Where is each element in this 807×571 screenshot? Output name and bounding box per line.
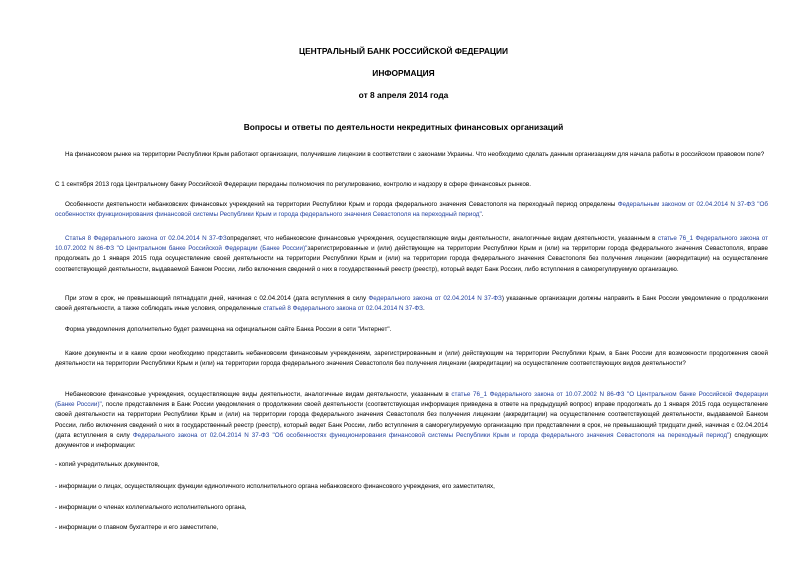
paragraph-6-mid: , после представления в Банк России уведомления о продолжении своей деятельности (соответствующая информация приведена в ответе на предыдущий вопрос) вправе продолжать до 1 января 2015 года осуществление своей деятельности на территории Республики Крым и (или) на территории города федерального значения Севастополя без получения лицензии (аккредитации) на осуществление соответствующей деятельности, выдаваемой Банком России, либо включения сведений о них в государственный реестр (реестр), который ведет Банк России, либо вступления в саморегулируемую организацию при представлении в срок, не превышающий тридцати дней, начиная с 02.04.2014 (дата вступления в силу (55, 401, 769, 439)
list-item: - информации о лицах, осуществляющих функции единоличного исполнительного органа небанковского финансового учреждения, его заместителях, (55, 483, 495, 490)
list-item: - информации о членах коллегиального исполнительного органа, (55, 504, 247, 511)
question-1 (55, 150, 768, 160)
paragraph-6-end: ) следующих документов и информации: (55, 431, 768, 450)
law-37-fz-link-2[interactable]: Федерального закона от 02.04.2014 N 37-ФЗ (368, 295, 502, 302)
doc-type: ИНФОРМАЦИЯ (372, 68, 435, 78)
article-8-link[interactable]: Статья 8 Федерального закона от 02.04.2014 N 37-ФЗ (65, 235, 227, 242)
question-1-text: На финансовом рынке на территории Республики Крым работают организации, получившие лицензии в соответствии с законами Украины. Что необходимо сделать данным организациям для начала работы в российском правовом поле? (65, 151, 765, 158)
paragraph-4-end: . (422, 305, 425, 313)
paragraph-2 (55, 200, 768, 220)
question-2 (55, 349, 768, 369)
doc-date: от 8 апреля 2014 года (358, 90, 449, 100)
law-37-fz-link-3[interactable]: Федерального закона от 02.04.2014 N 37-ФЗ "Об особенностях функционирования финансовой системы Республики Крым и города федерального значения Севастополя на переходный период" (132, 431, 730, 439)
paragraph-4-mid: ) указанные организации должны направить в Банк России уведомление о продолжении своей деятельности, а также соблюдать иные условия, определенные (55, 295, 768, 313)
article-8-link-2[interactable]: статьей 8 Федерального закона от 02.04.2014 N 37-ФЗ (263, 305, 423, 313)
paragraph-6-text: Небанковские финансовые учреждения, осуществляющие виды деятельности, аналогичные видам деятельности, указанным в (65, 391, 452, 398)
paragraph-4 (55, 294, 768, 314)
paragraph-3 (55, 234, 768, 275)
paragraph-1 (55, 180, 768, 190)
list-item: - информации о главном бухгалтере и его заместителе, (55, 524, 219, 531)
article-76-1-link[interactable]: статье 76_1 Федерального закона от 10.07.2002 N 86-ФЗ "О Центральном банке Российской Федерации (Банке России)" (55, 235, 769, 253)
paragraph-3-rest: зарегистрированные и (или) действующие на территории Республики Крым и (или) на территории города федерального значения Севастополя, вправе продолжать до 1 января 2015 года осуществление своей деятельности на территории Республики Крым и (или) на территории города федерального значения Севастополя без получения лицензии (аккредитации) на осуществление соответствующей деятельности, выдаваемой Банком России, либо включения сведений о них в государственный реестр (реестр), который ведет Банк России, либо вступления в саморегулируемую организацию. (55, 245, 768, 273)
list-item: - копий учредительных документов, (55, 461, 160, 468)
paragraph-2-end: . (481, 211, 484, 219)
paragraph-6 (55, 390, 768, 451)
article-76-1-link-2[interactable]: статье 76_1 Федерального закона от 10.07.2002 N 86-ФЗ "О Центральном банке Российской Федерации (Банке России)" (55, 391, 768, 409)
paragraph-5 (55, 325, 768, 335)
paragraph-2-text: Особенности деятельности небанковских финансовых учреждений на территории Республики Крым и города федерального значения Севастополя на переходный период определены (65, 201, 618, 208)
paragraph-4-text: При этом в срок, не превышающий пятнадцати дней, начиная с 02.04.2014 (дата вступления в силу (65, 295, 369, 302)
paragraph-5-text: Форма уведомления дополнительно будет размещена на официальном сайте Банка России в сети "Интернет". (65, 326, 392, 333)
paragraph-1-text: С 1 сентября 2013 года Центральному банку Российской Федерации переданы полномочия по регулированию, контролю и надзору в сфере финансовых рынков. (55, 181, 531, 188)
org-name: ЦЕНТРАЛЬНЫЙ БАНК РОССИЙСКОЙ ФЕДЕРАЦИИ (298, 46, 509, 56)
law-37-fz-link[interactable]: Федеральным законом от 02.04.2014 N 37-ФЗ "Об особенностях функционирования финансовой системы Республики Крым и города федерального значения Севастополя на переходный период" (55, 201, 768, 219)
paragraph-3-text: определяет, что небанковские финансовые учреждения, осуществляющие виды деятельности, аналогичные видам деятельности, указанным в (226, 235, 658, 242)
question-2-text: Какие документы и в какие сроки необходимо представить небанковским финансовым учреждениям, зарегистрированным и (или) действующим на территории Республики Крым, в Банк России для возможности продолжения своей деятельности на территории Республики Крым и (или) на территории города федерального значения Севастополя без получения лицензии (аккредитации) на осуществление соответствующих видов деятельности? (55, 350, 768, 368)
doc-title: Вопросы и ответы по деятельности некредитных финансовых организаций (243, 122, 564, 132)
